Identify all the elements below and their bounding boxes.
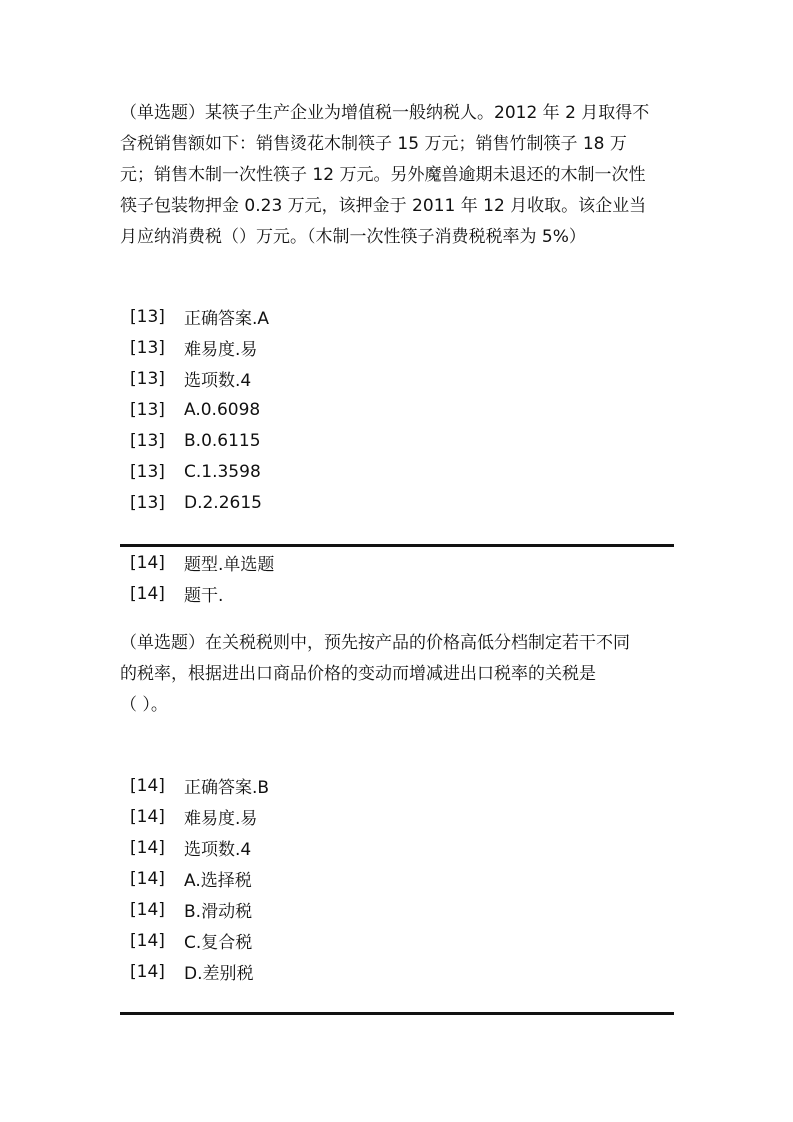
q13-meta-row — [130, 363, 269, 394]
q13-stem-line: 元；销售木制一次性筷子 12 万元。另外魔兽逾期未退还的木制一次性 — [120, 165, 646, 185]
q14-meta-row — [130, 770, 269, 801]
q14-stem — [120, 628, 680, 721]
item-tag: [13] — [130, 430, 165, 451]
item-value: B.0.6115 — [184, 430, 261, 451]
q13-stem-line: 含税销售额如下：销售烫花木制筷子 15 万元；销售竹制筷子 18 万 — [120, 134, 627, 154]
q14-meta-row — [130, 832, 269, 863]
q13-stem-line: 筷子包装物押金 0.23 万元，该押金于 2011 年 12 月收取。该企业当 — [120, 196, 647, 216]
item-value: 难易度.易 — [184, 340, 258, 360]
q14-stem-line: （ ）。 — [120, 695, 168, 715]
item-value: 题干. — [184, 586, 224, 606]
item-tag: [13] — [130, 492, 165, 513]
item-tag: [14] — [130, 552, 165, 573]
q13-meta-list — [130, 301, 269, 518]
item-tag: [14] — [130, 961, 165, 982]
item-tag: [13] — [130, 461, 165, 482]
item-tag: [14] — [130, 775, 165, 796]
item-tag: [14] — [130, 868, 165, 889]
item-value: B.滑动税 — [184, 902, 253, 922]
q14-stem-line: （单选题）在关税税则中，预先按产品的价格高低分档制定若干不同 — [120, 633, 630, 653]
item-tag: [14] — [130, 583, 165, 604]
q14-header-row — [130, 578, 274, 609]
item-tag: [13] — [130, 306, 165, 327]
q13-meta-row — [130, 487, 269, 518]
q13-meta-row — [130, 332, 269, 363]
item-tag: [14] — [130, 930, 165, 951]
q13-meta-row — [130, 394, 269, 425]
q14-meta-row — [130, 925, 269, 956]
item-value: 题型.单选题 — [184, 555, 275, 575]
q13-meta-row — [130, 425, 269, 456]
item-value: 难易度.易 — [184, 809, 258, 829]
q14-header-list — [130, 547, 274, 609]
item-tag: [13] — [130, 337, 165, 358]
q13-stem-line: 月应纳消费税（）万元。（木制一次性筷子消费税税率为 5%） — [120, 227, 586, 247]
item-value: D.2.2615 — [184, 492, 262, 513]
q14-stem-line: 的税率，根据进出口商品价格的变动而增减进出口税率的关税是 — [120, 664, 596, 684]
q13-meta-row — [130, 456, 269, 487]
item-tag: [14] — [130, 837, 165, 858]
q14-meta-row — [130, 894, 269, 925]
item-value: C.复合税 — [184, 933, 253, 953]
divider-rule — [120, 1012, 674, 1015]
item-value: 选项数.4 — [184, 840, 252, 860]
item-value: C.1.3598 — [184, 461, 261, 482]
q14-meta-row — [130, 801, 269, 832]
q13-stem — [120, 98, 680, 253]
q13-meta-row — [130, 301, 269, 332]
item-tag: [14] — [130, 899, 165, 920]
item-tag: [14] — [130, 806, 165, 827]
item-value: D.差别税 — [184, 964, 254, 984]
q14-meta-list — [130, 770, 269, 987]
item-tag: [13] — [130, 368, 165, 389]
item-value: 选项数.4 — [184, 371, 252, 391]
q14-meta-row — [130, 863, 269, 894]
item-tag: [13] — [130, 399, 165, 420]
item-value: 正确答案.A — [184, 309, 270, 329]
q14-header-row — [130, 547, 274, 578]
item-value: 正确答案.B — [184, 778, 270, 798]
item-value: A.选择税 — [184, 871, 252, 891]
q13-stem-line: （单选题）某筷子生产企业为增值税一般纳税人。2012 年 2 月取得不 — [120, 103, 650, 123]
q14-meta-row — [130, 956, 269, 987]
item-value: A.0.6098 — [184, 399, 261, 420]
